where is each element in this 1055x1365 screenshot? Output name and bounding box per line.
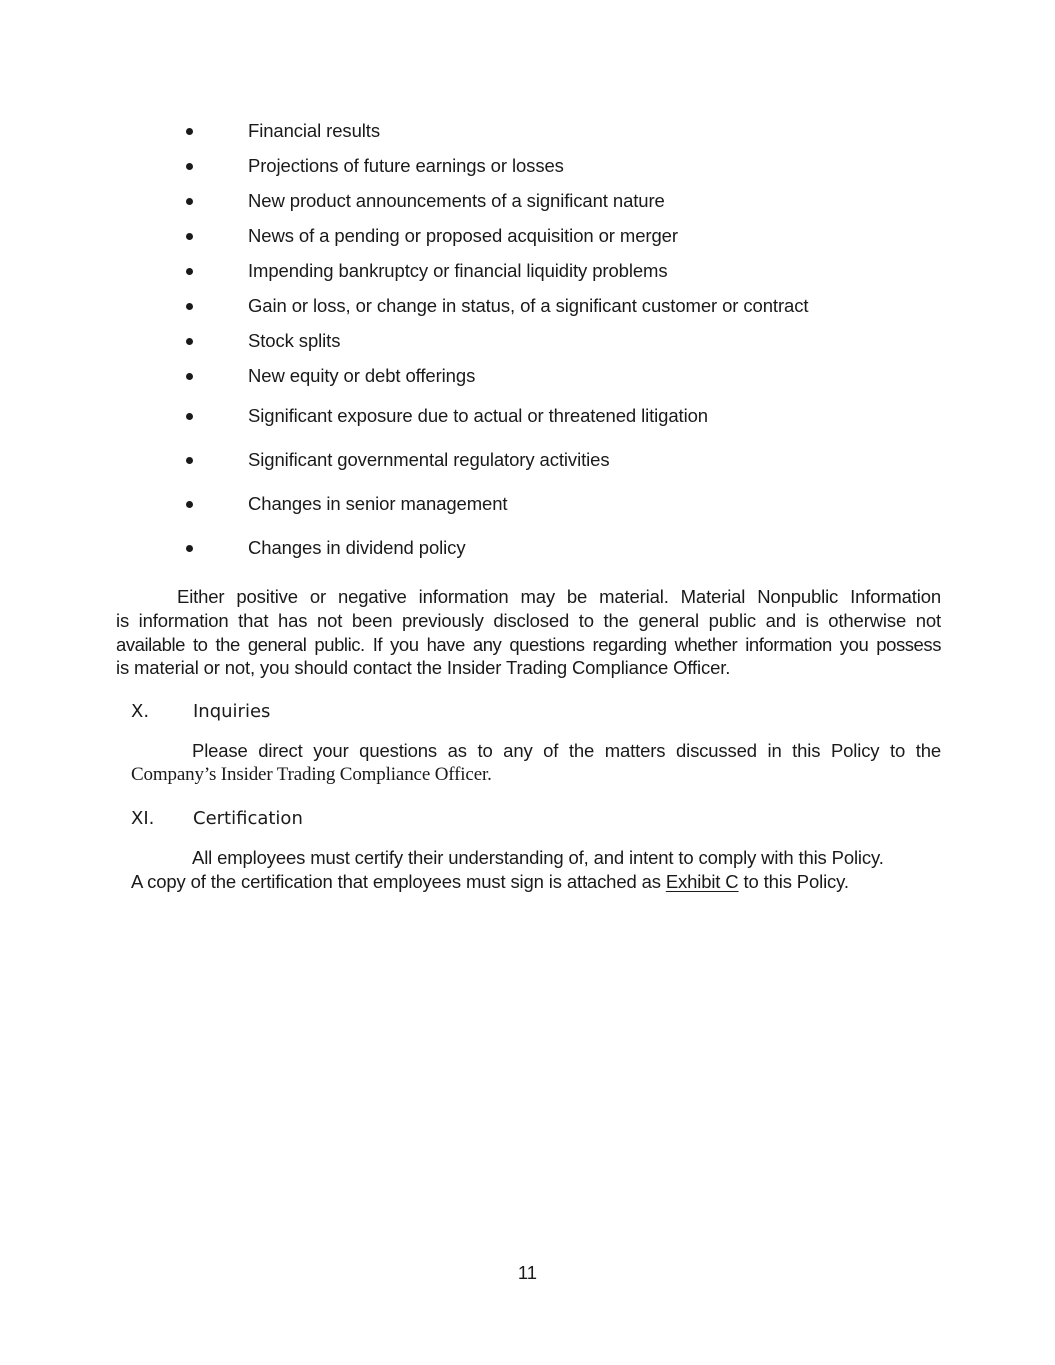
paragraph-line-text: is information that has not been previously disclosed to the general public and is otherwise not: [116, 609, 941, 631]
paragraph-line: [116, 609, 941, 633]
paragraph-line: [131, 846, 941, 870]
paragraph-line-text: is material or not, you should contact the Insider Trading Compliance Officer.: [116, 657, 731, 679]
list-item-text: Changes in senior management: [248, 493, 508, 514]
list-item: [0, 154, 1000, 180]
list-item-text: Significant governmental regulatory activities: [248, 449, 610, 470]
bullet-icon: [186, 233, 193, 240]
list-item: [0, 364, 1000, 390]
list-item: [0, 404, 1000, 430]
list-item: [0, 492, 1000, 518]
paragraph-line-text: Company’s Insider Trading Compliance Officer.: [131, 763, 492, 785]
list-item-text: New equity or debt offerings: [248, 365, 476, 386]
paragraph-line: [116, 633, 941, 657]
section-title: Certification: [193, 808, 303, 829]
paragraph-line: [116, 656, 941, 680]
inquiries-paragraph: [131, 739, 941, 787]
paragraph-line-text: to this Policy.: [738, 870, 849, 892]
page-number: 11: [517, 1262, 538, 1283]
list-item-text: Changes in dividend policy: [248, 537, 466, 558]
section-number: XI.: [131, 808, 155, 829]
list-item-text: Financial results: [248, 120, 380, 141]
list-item-text: New product announcements of a significant nature: [248, 190, 665, 211]
bullet-icon: [186, 457, 193, 464]
section-number: X.: [131, 701, 150, 722]
list-item-text: Projections of future earnings or losses: [248, 155, 564, 176]
list-item: [0, 189, 1000, 215]
list-item: [0, 448, 1000, 474]
list-item-text: Stock splits: [248, 330, 341, 351]
list-item-text: Significant exposure due to actual or threatened litigation: [248, 405, 708, 426]
materiality-paragraph: [116, 585, 941, 680]
list-item-text: Gain or loss, or change in status, of a significant customer or contract: [248, 295, 809, 316]
list-item: [0, 224, 1000, 250]
bullet-icon: [186, 338, 193, 345]
paragraph-line-text: available to the general public. If you have any questions regarding whether information you possess: [116, 633, 941, 655]
bullet-icon: [186, 303, 193, 310]
bullet-icon: [186, 198, 193, 205]
bullet-icon: [186, 373, 193, 380]
list-item: [0, 119, 1000, 145]
list-item-text: News of a pending or proposed acquisition or merger: [248, 225, 678, 246]
bullet-icon: [186, 545, 193, 552]
section-title: Inquiries: [193, 701, 271, 722]
bullet-icon: [186, 128, 193, 135]
list-item: [0, 294, 1000, 320]
paragraph-line: [116, 585, 941, 609]
paragraph-line-text: Please direct your questions as to any of the matters discussed in this Policy to the: [192, 740, 941, 761]
list-item: [0, 259, 1000, 285]
exhibit-c-link[interactable]: Exhibit C: [665, 870, 739, 892]
paragraph-line-text: All employees must certify their understanding of, and intent to comply with this Policy.: [192, 847, 884, 868]
paragraph-line-text: Either positive or negative information may be material. Material Nonpublic Information: [177, 586, 941, 607]
paragraph-line: [131, 763, 941, 787]
paragraph-line: [131, 739, 941, 763]
bullet-icon: [186, 268, 193, 275]
paragraph-line-text: A copy of the certification that employees must sign is attached as: [131, 870, 666, 892]
bullet-icon: [186, 163, 193, 170]
list-item: [0, 536, 1000, 562]
list-item-text: Impending bankruptcy or financial liquidity problems: [248, 260, 668, 281]
certification-paragraph: [131, 846, 941, 894]
paragraph-line: [131, 870, 941, 894]
bullet-icon: [186, 413, 193, 420]
list-item: [0, 329, 1000, 355]
bullet-icon: [186, 501, 193, 508]
